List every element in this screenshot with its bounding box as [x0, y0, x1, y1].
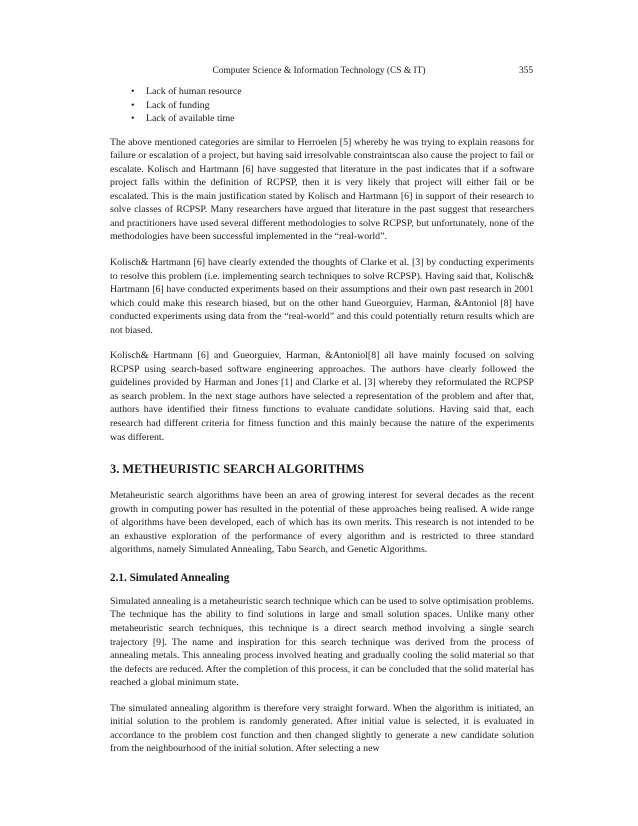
- section-heading: 3. METHEURISTIC SEARCH ALGORITHMS: [110, 462, 365, 477]
- bullet-icon: •: [131, 86, 135, 97]
- list-item: [110, 85, 534, 99]
- paragraph: The above mentioned categories are similar to Herroelen [5] whereby he was trying to explain reasons for failure or escalation of a project, but having said irresolvable constraintscan also cause the project to fail or escalate. Kolisch and Hartmann [6] have suggested that literature in the past indicates that if a software project falls within the definition of RCPSP, then it is very likely that project will either fail or be escalated. This is the main justification stated by Kolisch and Hartmann [6] in support of their research to solve classes of RCPSP. Many researchers have argued that literature in the past suggest that researchers and practitioners have used several different methodologies to solve RCPSP, but unfortunately, none of the methodologies have been successful implemented in the “real-world”.: [110, 136, 534, 243]
- paragraph: Kolisch& Hartmann [6] have clearly extended the thoughts of Clarke et al. [3] by conducting experiments to resolve this problem (i.e. implementing search techniques to solve RCPSP). Having said that, Kolisch& Hartmann [6] have conducted experiments based on their assumptions and their own past research in 2001 which could make this research biased, but on the other hand Gueorguiev, Harman, &Antoniol [8] have conducted experiments using data from the “real-world” and this could potentially return results which are not biased.: [110, 257, 534, 336]
- bullet-icon: •: [131, 99, 135, 111]
- bullet-list: [110, 85, 534, 126]
- body-text: [110, 85, 534, 768]
- list-item: [110, 99, 534, 113]
- page-number: 355: [518, 66, 533, 76]
- running-header: [0, 66, 638, 80]
- list-item: [110, 112, 534, 126]
- paragraph: The simulated annealing algorithm is therefore very straight forward. When the algorithm is initiated, an initial solution to the problem is randomly generated. After initial value is selected, it is evaluated in accordance to the problem cost function and then changed slightly to generate a new candidate solution from the neighbourhood of the initial solution. After selecting a new: [110, 702, 534, 755]
- list-item-text: Lack of available time: [146, 113, 235, 125]
- subsection-heading: 2.1. Simulated Annealing: [110, 571, 230, 584]
- paragraph: Simulated annealing is a metaheuristic search technique which can be used to solve optimisation problems. The technique has the ability to find solutions in large and small solution spaces. Unlike many other metaheuristic search techniques, this technique is a direct search method involving a single search trajectory [9]. The name and inspiration for this search technique was derived from the process of annealing metals. This annealing process involved heating and gradually cooling the solid material so that the defects are reduced. After the completion of this process, it can be concluded that the solid material has reached a global minimum state.: [110, 595, 534, 689]
- paragraph: Metaheuristic search algorithms have been an area of growing interest for several decades as the recent growth in computing power has resulted in the potential of these approaches being realised. A wide range of algorithms have been developed, each of which has its own merits. This research is not intended to be an exhaustive exploration of the performance of every algorithm and is restricted to three standard algorithms, namely Simulated Annealing, Tabu Search, and Genetic Algorithms.: [110, 490, 534, 556]
- list-item-text: Lack of funding: [146, 99, 210, 111]
- list-item-text: Lack of human resource: [146, 86, 242, 97]
- paragraph: Kolisch& Hartmann [6] and Gueorguiev, Harman, &Antoniol[8] all have mainly focused on solving RCPSP using search-based software engineering approaches. The authors have clearly followed the guidelines provided by Harman and Jones [1] and Clarke et al. [3] whereby they reformulated the RCPSP as search problem. In the next stage authors have selected a representation of the problem and after that, authors have identified their fitness functions to evaluate candidate solutions. Having said that, each research had different criteria for fitness function and this mainly because the nature of the experiments was different.: [110, 350, 534, 443]
- journal-title: Computer Science & Information Technology (CS & IT): [212, 66, 426, 76]
- bullet-icon: •: [131, 113, 135, 125]
